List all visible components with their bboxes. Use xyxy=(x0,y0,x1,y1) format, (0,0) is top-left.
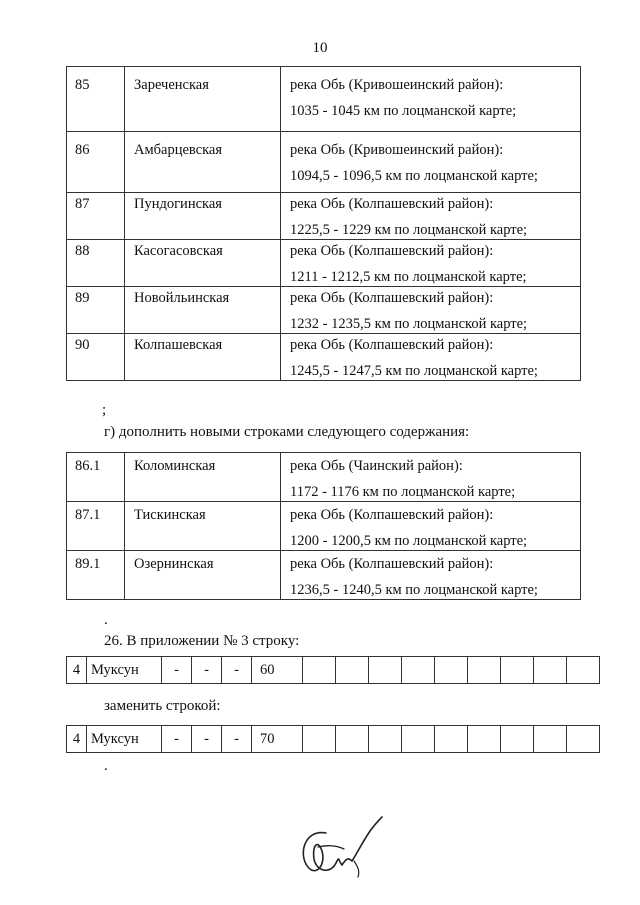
zone-km-range: 1094,5 - 1096,5 км по лоцманской карте; xyxy=(290,168,538,184)
zone-description xyxy=(281,502,581,551)
empty-cell xyxy=(501,657,534,684)
zone-km-range: 1200 - 1200,5 км по лоцманской карте; xyxy=(290,533,528,549)
quota-value: 70 xyxy=(252,726,303,753)
zone-river: река Обь (Чаинский район): xyxy=(290,458,463,474)
empty-cell xyxy=(303,726,336,753)
zone-number: 88 xyxy=(67,240,125,287)
zone-number: 87 xyxy=(67,193,125,240)
new-zones-table xyxy=(66,452,581,600)
empty-cell xyxy=(567,657,600,684)
zone-km-range: 1225,5 - 1229 км по лоцманской карте; xyxy=(290,222,528,238)
zone-name: Коломинская xyxy=(125,453,281,502)
appendix-row-new xyxy=(66,725,600,753)
zone-river: река Обь (Колпашевский район): xyxy=(290,556,494,572)
zone-river: река Обь (Колпашевский район): xyxy=(290,243,494,259)
empty-cell xyxy=(435,657,468,684)
zone-description xyxy=(281,193,581,240)
empty-cell xyxy=(402,657,435,684)
empty-cell xyxy=(369,657,402,684)
zone-number: 89 xyxy=(67,287,125,334)
empty-cell xyxy=(336,657,369,684)
dash-cell: - xyxy=(192,657,222,684)
zone-river: река Обь (Колпашевский район): xyxy=(290,290,494,306)
zone-river: река Обь (Колпашевский район): xyxy=(290,196,494,212)
empty-cell xyxy=(567,726,600,753)
dash-cell: - xyxy=(162,726,192,753)
zone-name: Зареченская xyxy=(125,67,281,132)
table-row xyxy=(67,240,581,287)
zone-river: река Обь (Кривошеинский район): xyxy=(290,142,504,158)
appendix-row-old xyxy=(66,656,600,684)
table-row xyxy=(67,132,581,193)
zone-number: 89.1 xyxy=(67,551,125,600)
zone-river: река Обь (Колпашевский район): xyxy=(290,337,494,353)
zone-km-range: 1232 - 1235,5 км по лоцманской карте; xyxy=(290,316,528,332)
quota-value: 60 xyxy=(252,657,303,684)
dash-cell: - xyxy=(192,726,222,753)
semicolon: ; xyxy=(102,402,107,418)
appendix-row-number: 4 xyxy=(67,726,87,753)
zone-description xyxy=(281,287,581,334)
empty-cell xyxy=(534,657,567,684)
replace-label: заменить строкой: xyxy=(104,698,221,714)
zone-km-range: 1172 - 1176 км по лоцманской карте; xyxy=(290,484,516,500)
zone-description xyxy=(281,132,581,193)
empty-cell xyxy=(435,726,468,753)
zone-km-range: 1211 - 1212,5 км по лоцманской карте; xyxy=(290,269,527,285)
zone-description xyxy=(281,334,581,381)
empty-cell xyxy=(369,726,402,753)
table-row xyxy=(67,551,581,600)
zone-river: река Обь (Колпашевский район): xyxy=(290,507,494,523)
zone-name: Новойльинская xyxy=(125,287,281,334)
fishing-zones-table xyxy=(66,66,581,381)
zone-description xyxy=(281,551,581,600)
empty-cell xyxy=(501,726,534,753)
empty-cell xyxy=(468,657,501,684)
zone-number: 87.1 xyxy=(67,502,125,551)
zone-name: Озернинская xyxy=(125,551,281,600)
clause-g-text: г) дополнить новыми строками следующего содержания: xyxy=(104,424,470,440)
page-number: 10 xyxy=(312,40,328,56)
zone-description xyxy=(281,240,581,287)
dash-cell: - xyxy=(162,657,192,684)
dash-cell: - xyxy=(222,726,252,753)
zone-name: Пундогинская xyxy=(125,193,281,240)
table-row xyxy=(67,502,581,551)
zone-number: 90 xyxy=(67,334,125,381)
table-row xyxy=(67,287,581,334)
empty-cell xyxy=(468,726,501,753)
table-row xyxy=(67,193,581,240)
zone-river: река Обь (Кривошеинский район): xyxy=(290,77,504,93)
zone-description xyxy=(281,67,581,132)
empty-cell xyxy=(402,726,435,753)
zone-km-range: 1035 - 1045 км по лоцманской карте; xyxy=(290,103,517,119)
table-row xyxy=(67,67,581,132)
table-row xyxy=(67,726,600,753)
period-mark: . xyxy=(104,758,108,774)
fish-name: Муксун xyxy=(87,657,162,684)
zone-number: 86.1 xyxy=(67,453,125,502)
zone-name: Амбарцевская xyxy=(125,132,281,193)
zone-km-range: 1236,5 - 1240,5 км по лоцманской карте; xyxy=(290,582,538,598)
table-row xyxy=(67,334,581,381)
table-row xyxy=(67,453,581,502)
zone-name: Тискинская xyxy=(125,502,281,551)
empty-cell xyxy=(534,726,567,753)
zone-km-range: 1245,5 - 1247,5 км по лоцманской карте; xyxy=(290,363,538,379)
empty-cell xyxy=(303,657,336,684)
appendix-row-number: 4 xyxy=(67,657,87,684)
period-mark: . xyxy=(104,612,108,628)
zone-name: Касогасовская xyxy=(125,240,281,287)
zone-number: 85 xyxy=(67,67,125,132)
table-row xyxy=(67,657,600,684)
empty-cell xyxy=(336,726,369,753)
fish-name: Муксун xyxy=(87,726,162,753)
item-26-text: 26. В приложении № 3 строку: xyxy=(104,633,300,649)
signature-image xyxy=(296,815,386,885)
zone-description xyxy=(281,453,581,502)
dash-cell: - xyxy=(222,657,252,684)
zone-number: 86 xyxy=(67,132,125,193)
zone-name: Колпашевская xyxy=(125,334,281,381)
